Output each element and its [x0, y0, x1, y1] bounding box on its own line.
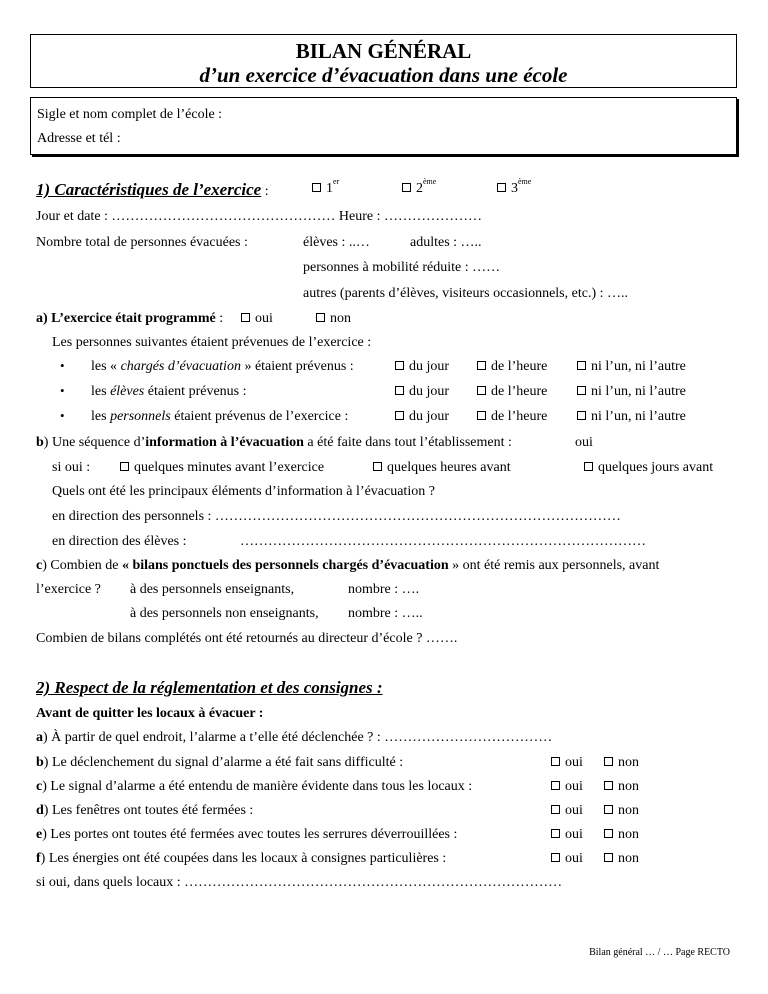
bullet: •: [60, 408, 65, 423]
bilans-retournes[interactable]: Combien de bilans complétés ont été retournés au directeur d’école ? …….: [36, 631, 458, 646]
bilans-question: [36, 559, 659, 573]
enseignants-nombre[interactable]: nombre : ….: [348, 582, 420, 597]
checkbox[interactable]: [551, 757, 560, 766]
s2-d-question: [36, 804, 253, 818]
quelques-minutes-option[interactable]: [120, 461, 324, 475]
checkbox[interactable]: [604, 829, 613, 838]
oui-label: oui: [565, 779, 583, 794]
c-prefix: c: [36, 558, 43, 573]
section1-heading-row: [36, 181, 269, 199]
non-label: non: [330, 311, 351, 326]
s2-b-question: [36, 756, 403, 770]
row-personnels-label: [91, 410, 348, 424]
du-jour-label: du jour: [409, 359, 450, 374]
r2-em: élèves: [110, 384, 145, 399]
checkbox[interactable]: [577, 361, 586, 370]
charges-du-jour[interactable]: [395, 360, 449, 374]
programmed-colon: :: [219, 311, 224, 326]
s2-e-prefix: e: [36, 827, 43, 842]
programmed-question: [36, 312, 223, 326]
quelques-jours-option[interactable]: [584, 461, 713, 475]
checkbox[interactable]: [577, 411, 586, 420]
s2-b-non[interactable]: [604, 756, 639, 770]
non-label: non: [618, 827, 639, 842]
c-mid1: ) Combien de: [42, 558, 122, 573]
adultes-field[interactable]: adultes : …..: [410, 235, 482, 250]
s2-b-prefix: b: [36, 755, 44, 770]
s2-e-question: [36, 828, 457, 842]
checkbox[interactable]: [395, 361, 404, 370]
page-footer: Bilan général … / … Page RECTO: [589, 947, 730, 958]
checkbox[interactable]: [241, 313, 250, 322]
quelques-heures-option[interactable]: [373, 461, 511, 475]
b-mid2: a été faite dans tout l’établissement :: [303, 435, 512, 450]
opt2-label: 2: [416, 181, 423, 196]
charges-de-heure[interactable]: [477, 360, 547, 374]
checkbox[interactable]: [604, 805, 613, 814]
s2-f-prefix: f: [36, 851, 41, 866]
de-heure-label: de l’heure: [491, 359, 548, 374]
checkbox[interactable]: [402, 183, 411, 192]
information-question: [36, 436, 512, 450]
s2-b-text: ) Le déclenchement du signal d’alarme a été fait sans difficulté :: [43, 755, 404, 770]
ni-label: ni l’un, ni l’autre: [591, 359, 686, 374]
r1-pre: les «: [91, 359, 121, 374]
non-enseignants-label: à des personnels non enseignants,: [130, 606, 319, 621]
s2-f-question: [36, 852, 446, 866]
dir-personnels-field[interactable]: en direction des personnels : ……………………………………………………………………………: [52, 509, 621, 524]
bilans-question-line2: l’exercice ?: [36, 582, 101, 597]
personnels-ni[interactable]: [577, 410, 686, 424]
exercise-3rd-option[interactable]: [497, 177, 532, 196]
opt3-label: 3: [511, 181, 518, 196]
non-label: non: [618, 755, 639, 770]
bullet: •: [60, 358, 65, 373]
checkbox[interactable]: [497, 183, 506, 192]
checkbox[interactable]: [316, 313, 325, 322]
oui-label: oui: [565, 827, 583, 842]
opt1-label: 1: [326, 181, 333, 196]
b-prefix: b: [36, 435, 44, 450]
programmed-oui[interactable]: [241, 312, 273, 326]
quelques-minutes-label: quelques minutes avant l’exercice: [134, 460, 325, 475]
charges-ni[interactable]: [577, 360, 686, 374]
checkbox[interactable]: [477, 386, 486, 395]
checkbox[interactable]: [551, 781, 560, 790]
b-mid1: ) Une séquence d’: [43, 435, 146, 450]
personnels-du-jour[interactable]: [395, 410, 449, 424]
du-jour-label: du jour: [409, 384, 450, 399]
s2-b-oui[interactable]: [551, 756, 583, 770]
bullet: •: [60, 383, 65, 398]
checkbox[interactable]: [312, 183, 321, 192]
oui-label: oui: [565, 851, 583, 866]
s2-c-oui[interactable]: [551, 780, 583, 794]
row-eleves-label: [91, 385, 247, 399]
enseignants-label: à des personnels enseignants,: [130, 582, 295, 597]
du-jour-label: du jour: [409, 409, 450, 424]
non-enseignants-nombre[interactable]: nombre : …..: [348, 606, 423, 621]
checkbox[interactable]: [120, 462, 129, 471]
section1-colon: :: [264, 184, 269, 199]
r2-post: étaient prévenus :: [144, 384, 247, 399]
title-line2: d’un exercice d’évacuation dans une école: [199, 63, 568, 87]
opt2-sup: ème: [423, 177, 437, 186]
b-bold: information à l’évacuation: [145, 435, 304, 450]
r3-em: personnels: [110, 409, 171, 424]
date-line[interactable]: Jour et date : ………………………………………… Heure : …………………: [36, 209, 483, 224]
de-heure-label: de l’heure: [491, 384, 548, 399]
s2-f-text: ) Les énergies ont été coupées dans les locaux à consignes particulières :: [40, 851, 447, 866]
oui-label: oui: [565, 755, 583, 770]
non-label: non: [618, 803, 639, 818]
opt1-sup: er: [333, 177, 340, 186]
s2-c-prefix: c: [36, 779, 43, 794]
de-heure-label: de l’heure: [491, 409, 548, 424]
s2-d-text: ) Les fenêtres ont toutes été fermées :: [43, 803, 254, 818]
eleves-du-jour[interactable]: [395, 385, 449, 399]
checkbox[interactable]: [604, 757, 613, 766]
non-label: non: [618, 851, 639, 866]
programmed-label: a) L’exercice était programmé: [36, 311, 216, 326]
school-info-box: [30, 97, 737, 155]
principaux-question: Quels ont été les principaux éléments d’information à l’évacuation ?: [52, 484, 435, 499]
dir-eleves-field[interactable]: ……………………………………………………………………………: [240, 534, 646, 549]
ni-label: ni l’un, ni l’autre: [591, 384, 686, 399]
oui-label: oui: [565, 803, 583, 818]
s2-c-question: [36, 780, 472, 794]
section2-heading: 2) Respect de la réglementation et des consignes :: [36, 678, 383, 697]
ni-label: ni l’un, ni l’autre: [591, 409, 686, 424]
row-charges-label: [91, 360, 354, 374]
checkbox[interactable]: [604, 853, 613, 862]
pmr-field[interactable]: personnes à mobilité réduite : ……: [303, 260, 501, 275]
s2-a-question[interactable]: [36, 731, 552, 745]
eleves-ni[interactable]: [577, 385, 686, 399]
title-box: [30, 34, 737, 88]
r1-post: » étaient prévenus :: [240, 359, 354, 374]
opt3-sup: ème: [518, 177, 532, 186]
s2-f-oui[interactable]: [551, 852, 583, 866]
s2-e-oui[interactable]: [551, 828, 583, 842]
dir-eleves-label: en direction des élèves :: [52, 534, 187, 549]
quelques-jours-label: quelques jours avant: [598, 460, 714, 475]
school-name-label: Sigle et nom complet de l’école :: [37, 107, 223, 122]
checkbox[interactable]: [604, 781, 613, 790]
total-evacuated-label: Nombre total de personnes évacuées :: [36, 235, 248, 250]
r2-pre: les: [91, 384, 111, 399]
s2-a-text: ) À partir de quel endroit, l’alarme a t’elle été déclenchée ? : ………………………………: [43, 730, 553, 745]
checkbox[interactable]: [395, 411, 404, 420]
checkbox[interactable]: [584, 462, 593, 471]
information-oui[interactable]: oui: [575, 435, 593, 450]
title-line1: BILAN GÉNÉRAL: [295, 39, 472, 63]
s2-f-non[interactable]: [604, 852, 639, 866]
quelques-heures-label: quelques heures avant: [387, 460, 511, 475]
programmed-non[interactable]: [316, 312, 351, 326]
s2-e-text: ) Les portes ont toutes été fermées avec toutes les serrures déverrouillées :: [42, 827, 458, 842]
r1-em: chargés d’évacuation: [120, 359, 241, 374]
checkbox[interactable]: [551, 805, 560, 814]
checkbox[interactable]: [477, 411, 486, 420]
s2-d-prefix: d: [36, 803, 44, 818]
s2-d-oui[interactable]: [551, 804, 583, 818]
school-address-label: Adresse et tél :: [37, 131, 121, 146]
autres-field[interactable]: autres (parents d’élèves, visiteurs occasionnels, etc.) : …..: [303, 286, 629, 301]
checkbox[interactable]: [577, 386, 586, 395]
checkbox[interactable]: [395, 386, 404, 395]
checkbox[interactable]: [373, 462, 382, 471]
section1-heading: 1) Caractéristiques de l’exercice: [36, 180, 262, 199]
avant-label: Avant de quitter les locaux à évacuer :: [36, 706, 264, 721]
r3-post: étaient prévenus de l’exercice :: [170, 409, 349, 424]
eleves-de-heure[interactable]: [477, 385, 547, 399]
s2-c-text: ) Le signal d’alarme a été entendu de manière évidente dans tous les locaux :: [42, 779, 473, 794]
r3-pre: les: [91, 409, 111, 424]
exercise-1st-option[interactable]: [312, 177, 340, 196]
s2-d-non[interactable]: [604, 804, 639, 818]
c-mid2: » ont été remis aux personnels, avant: [448, 558, 660, 573]
non-label: non: [618, 779, 639, 794]
checkbox[interactable]: [477, 361, 486, 370]
c-bold: « bilans ponctuels des personnels chargés d’évacuation: [121, 558, 449, 573]
exercise-2nd-option[interactable]: [402, 177, 437, 196]
prevenues-label: Les personnes suivantes étaient prévenues de l’exercice :: [52, 335, 372, 350]
checkbox[interactable]: [551, 829, 560, 838]
eleves-field[interactable]: élèves : ..…: [303, 235, 370, 250]
s2-e-non[interactable]: [604, 828, 639, 842]
oui-label: oui: [255, 311, 273, 326]
s2-a-prefix: a: [36, 730, 43, 745]
personnels-de-heure[interactable]: [477, 410, 547, 424]
checkbox[interactable]: [551, 853, 560, 862]
s2-c-non[interactable]: [604, 780, 639, 794]
si-oui-locaux-field[interactable]: si oui, dans quels locaux : ………………………………………………………………………: [36, 875, 563, 890]
si-oui-label: si oui :: [52, 460, 91, 475]
